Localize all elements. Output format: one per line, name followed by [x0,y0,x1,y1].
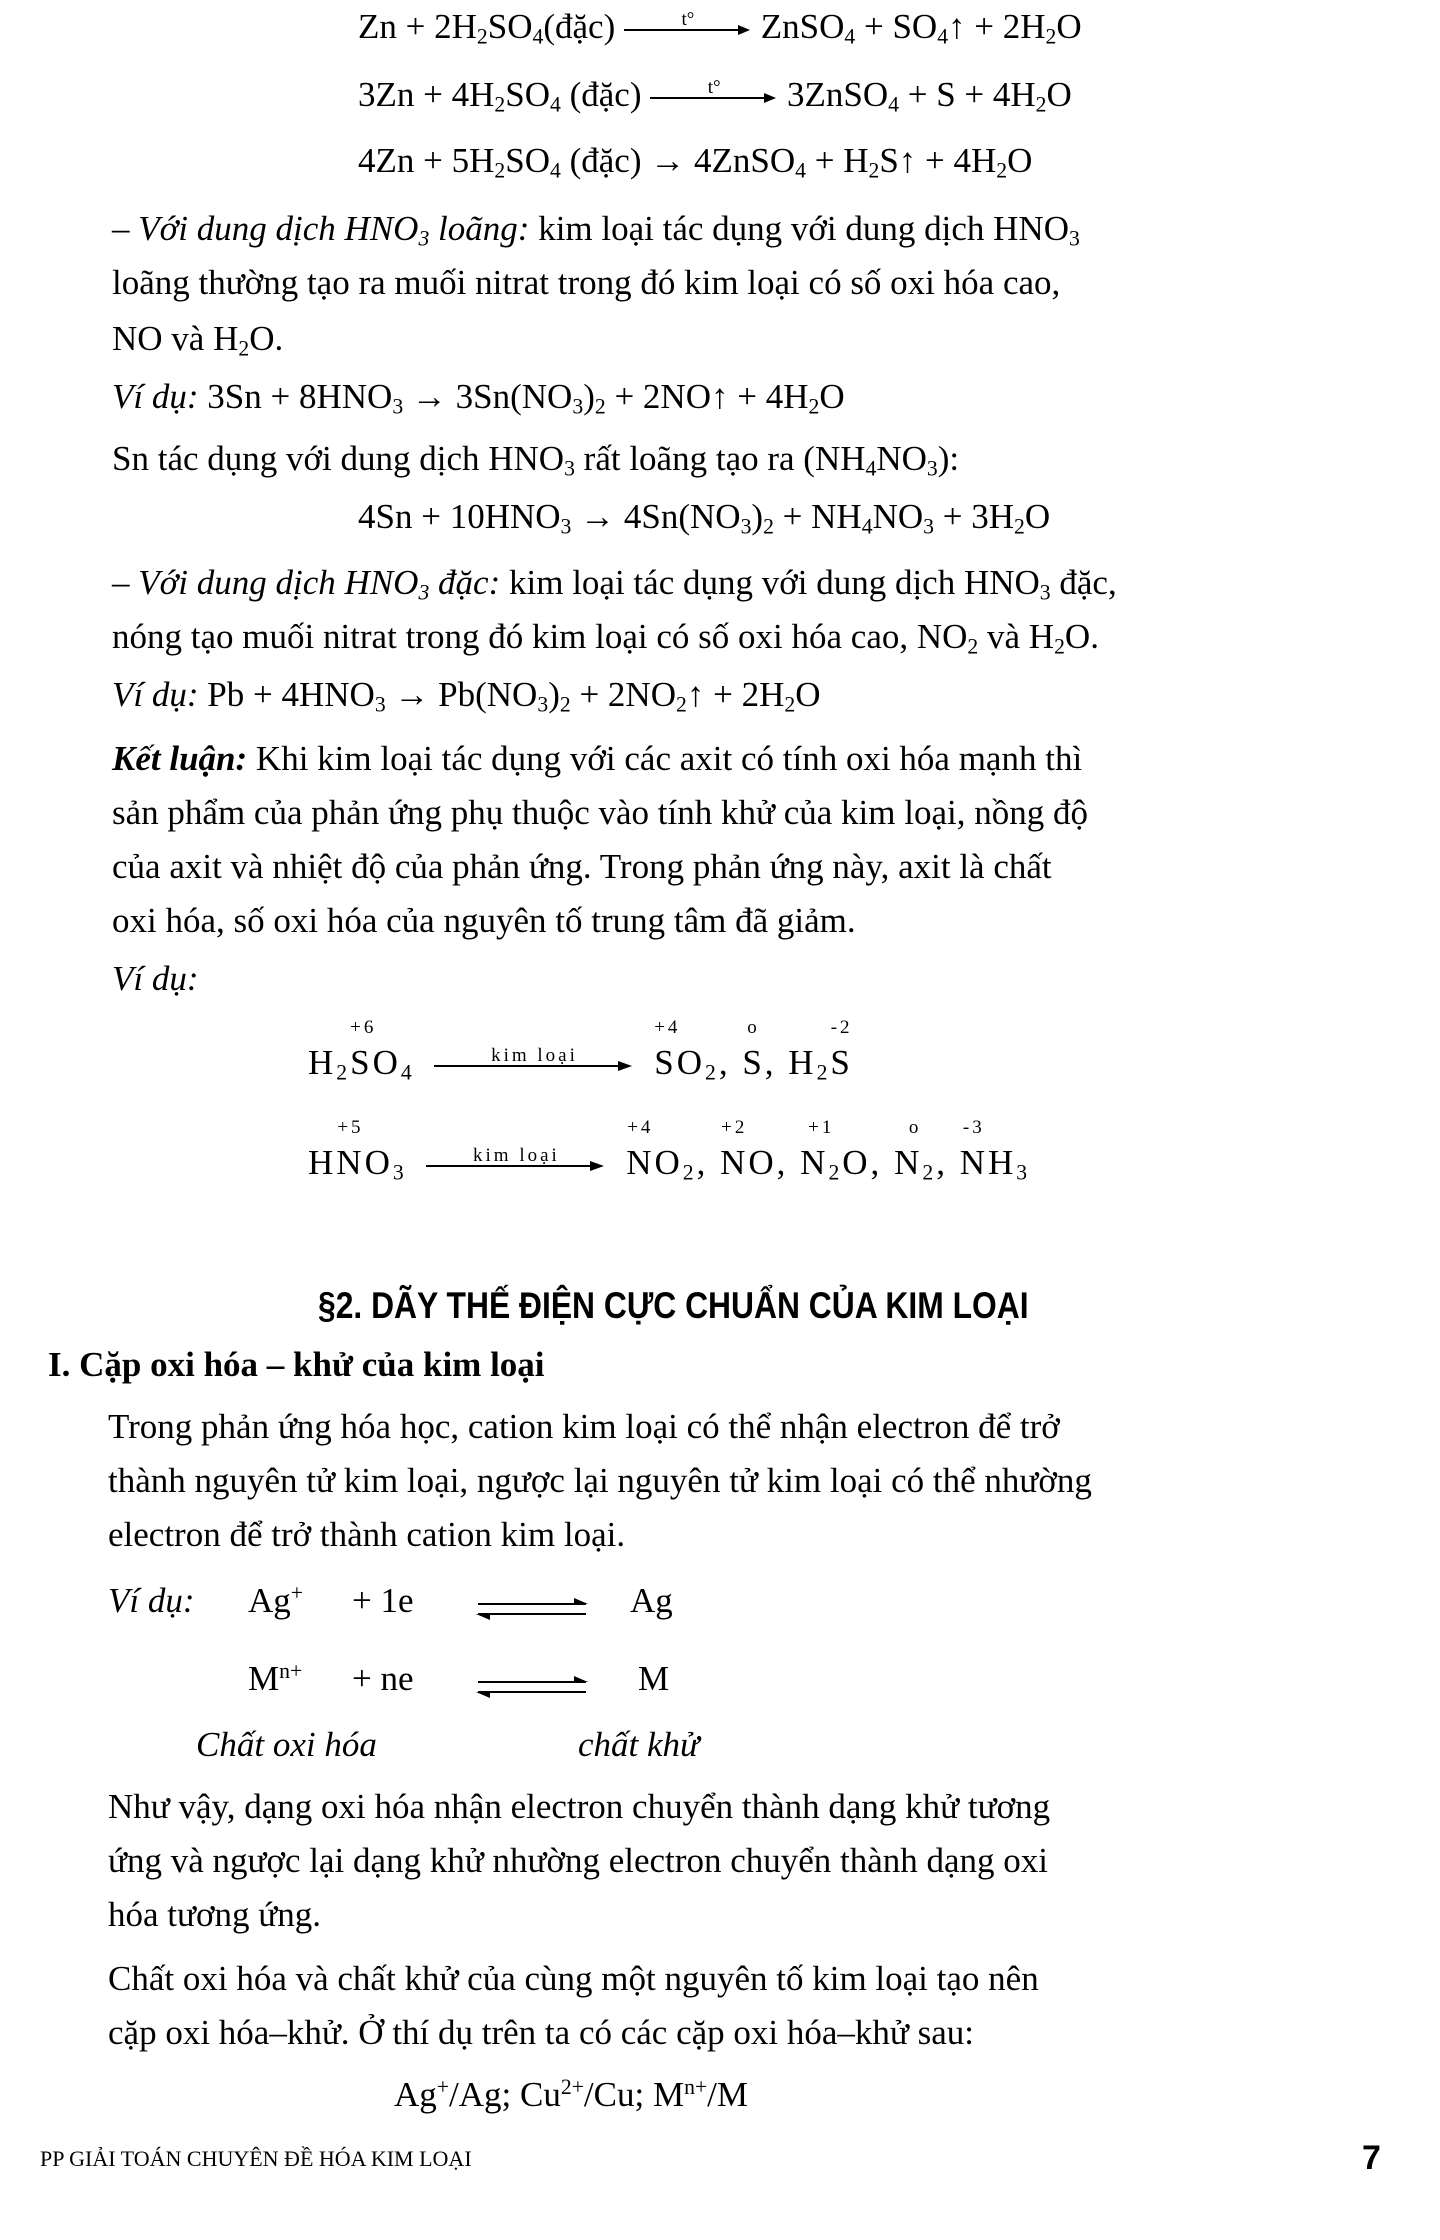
metal-arrow-label: kim loại [491,1044,578,1066]
ox-so2-s: S +4 [654,1017,681,1082]
example-pb: Ví dụ: $Pb + 4HNO_3 \to Pb(NO_3)_2$ + $2NO_2↑ + 2H_2O$ [112,675,821,717]
sn-note: Sn tác dụng với dung dịch $HNO_3$ rất loãng tạo ra $(NH_4NO_3)$: [112,439,960,481]
footer-title: PP GIẢI TOÁN CHUYÊN ĐỀ HÓA KIM LOẠI [40,2146,472,2171]
ox-number: o [747,1017,760,1038]
subsection-title: I. Cặp oxi hóa – khử của kim loại [48,1345,545,1384]
page-number: 7 [1362,2139,1381,2177]
redox-pairs: Ag+/Ag; $Cu^{2+}/Cu$; $M^{n+}/M$ [394,2075,749,2114]
conclusion-line-4: oxi hóa, số oxi hóa của nguyên tố trung tâm đã giảm. [112,901,856,940]
ag-right: Ag [630,1581,673,1620]
equilibrium-arrow [474,1668,590,1710]
ag-left: Ag+ [248,1581,304,1620]
ox-n2o-n: $N_2$ +1 [800,1117,843,1185]
para2-line-3: hóa tương ứng. [108,1895,321,1934]
pair-cu: /Ag; Cu [449,2075,561,2114]
ox-row-h2so4: $H_2S$ +6 $O_4$ kim loại S +4 $O_2$, S o , $H_2S$ -2 [308,1017,853,1085]
reaction-1-lhs: Zn + 2H [358,7,477,46]
reductant-label: chất khử [578,1725,700,1764]
ox-number: -3 [962,1117,985,1138]
hno3-dilute-lead-text: – Với dung dịch HNO [112,209,419,248]
metal-arrow-label: kim loại [473,1144,560,1166]
hno3-dilute-text-1: kim loại tác dụng với dung dịch HNO [529,209,1069,248]
ox-nh3-n: N -3 [959,1117,988,1182]
conclusion-label: Kết luận: [112,739,248,778]
conclusion-line-2: sản phẩm của phản ứng phụ thuộc vào tính khử của kim loại, nồng độ [112,793,1088,832]
ox-h2s-s: S -2 [830,1017,853,1082]
metal-arrow [434,1044,634,1073]
para2-line-2: ứng và ngược lại dạng khử nhường electron chuyển thành dạng oxi [108,1841,1049,1880]
ox-number: +4 [627,1117,654,1138]
ox-number: +2 [721,1117,748,1138]
reaction-1: $Zn + 2H_2SO_4(đặc)$ t° ZnSO$_4$ + $SO_4↑ + 2H_2O$ [358,7,1082,49]
hno3-conc-line-1: – Với dung dịch $HNO_3$ đặc: kim loại tác dụng với dung dịch $HNO_3$ đặc, [112,563,1117,605]
example-ox-label: Ví dụ: [112,959,199,998]
heat-condition: t° [681,8,695,30]
example-sn-eq: 3Sn + 8HNO [198,377,393,416]
ox-s-plus6: S +6 [350,1017,377,1082]
ox-s-zero: S o [742,1017,765,1082]
reaction-2-lhs: 3Zn + 4H [358,75,495,114]
reaction-3-lhs: 4Zn + 5H [358,141,495,180]
hno3-dilute-text-3-end: O. [249,319,284,358]
metal-arrow [426,1144,606,1173]
ox-n-plus5: N +5 [336,1117,365,1182]
reaction-3-dac: (đặc) [560,141,642,180]
hno3-conc-line-2: nóng tạo muối nitrat trong đó kim loại có số oxi hóa cao, $NO_2$ và $H_2O$. [112,617,1099,659]
conclusion-line-3: của axit và nhiệt độ của phản ứng. Trong phản ứng này, axit là chất [112,847,1052,886]
sn-equation-lhs: 4Sn + 10HNO [358,497,561,536]
hno3-conc-lead-suffix: đặc: [429,563,501,602]
hno3-conc-text-2: nóng tạo muối nitrat trong đó kim loại có số oxi hóa cao, NO [112,617,968,656]
hno3-conc-text-2-end: và H [978,617,1055,656]
ox-number: +4 [654,1017,681,1038]
example-label: Ví dụ: [112,377,199,416]
ox-no-n: N +2 [720,1117,749,1182]
hno3-conc-lead-text: – Với dung dịch HNO [112,563,419,602]
ag-left-text: Ag [248,1581,291,1620]
para1-line-1: Trong phản ứng hóa học, cation kim loại có thể nhận electron để trở [108,1407,1060,1446]
pair-end: /M [707,2075,749,2114]
m-right: M [638,1659,670,1698]
para3-line-2: cặp oxi hóa–khử. Ở thí dụ trên ta có các cặp oxi hóa–khử sau: [108,2013,975,2052]
pair-ag: Ag [394,2075,437,2114]
conclusion-line-1 [112,738,1082,780]
sn-note-text: Sn tác dụng với dung dịch HNO [112,439,565,478]
reaction-1-rhs: ZnSO [760,7,845,46]
hno3-dilute-line-1: – Với dung dịch $HNO_3$ loãng: kim loại tác dụng với dung dịch $HNO_3$ [112,209,1080,251]
example-label: Ví dụ: [112,675,199,714]
sn-note-text-end: rất loãng tạo ra (NH [574,439,866,478]
hno3-dilute-text-3: NO và H [112,319,239,358]
para1-line-3: electron để trở thành cation kim loại. [108,1515,626,1554]
reaction-2-rhs: 3ZnSO [786,75,889,114]
m-plus-ne: + ne [352,1659,414,1698]
reaction-3: $4Zn + 5H_2SO_4$ (đặc) → 4ZnSO$_4$ + $H_2S↑ + 4H_2O$ [358,141,1033,183]
example-sn: Ví dụ: $3Sn + 8HNO_3 \to 3Sn(NO_3)_2$ + 2NO↑ + $4H_2O$ [112,377,845,419]
conclusion-text-1: Khi kim loại tác dụng với các axit có tính oxi hóa mạnh thì [247,739,1083,778]
hno3-conc-text-1: kim loại tác dụng với dung dịch HNO [500,563,1040,602]
reaction-2-dac: (đặc) [560,75,642,114]
ox-number: +1 [808,1117,835,1138]
ox-no2-n: N +4 [626,1117,655,1182]
reaction-2: $3Zn + 4H_2SO_4$ (đặc) t° 3ZnSO$_4$ + $S + 4H_2O$ [358,75,1072,117]
pair-m: /Cu; M [583,2075,685,2114]
sn-equation: $4Sn + 10HNO_3 \to 4Sn(NO_3)_2 + NH_4NO_3 + 3H_2O$ [358,497,1051,539]
ox-number: -2 [830,1017,853,1038]
hno3-conc-lead: – Với dung dịch $HNO_3$ đặc: [112,563,501,605]
m-left-text: M [248,1659,280,1698]
hno3-dilute-lead-suffix: loãng: [429,209,530,248]
hno3-dilute-line-2: loãng thường tạo ra muối nitrat trong đó kim loại có số oxi hóa cao, [112,263,1061,302]
ag-plus-e: + 1e [352,1581,414,1620]
section-title: §2. DÃY THẾ ĐIỆN CỰC CHUẨN CỦA KIM LOẠI [318,1285,1029,1326]
heat-arrow [624,8,752,37]
example-pb-eq: Pb + 4HNO [198,675,375,714]
ox-number: +5 [337,1117,364,1138]
equilibrium-arrow [474,1590,590,1632]
ox-n2-n: $N_2$ o [894,1117,937,1185]
hno3-dilute-line-3: NO và $H_2O$. [112,319,284,361]
example-ag-row [108,1580,195,1622]
heat-condition: t° [707,76,721,98]
ox-row-hno3: HN +5 $O_3$ kim loại N +4 $O_2$, N +2 O, $N_2$ +1 O, $N_2$ o , N -3 $H_3$ [308,1117,1031,1185]
reaction-1-dac: (đặc) [543,7,616,46]
para3-line-1: Chất oxi hóa và chất khử của cùng một nguyên tố kim loại tạo nên [108,1959,1039,1998]
para2-line-1: Như vậy, dạng oxi hóa nhận electron chuyển thành dạng khử tương [108,1787,1051,1826]
oxidant-label: Chất oxi hóa [196,1725,377,1764]
example-label: Ví dụ: [108,1581,195,1620]
para1-line-2: thành nguyên tử kim loại, ngược lại nguyên tử kim loại có thể nhường [108,1461,1092,1500]
m-left: $M^{n+}$ [248,1659,303,1698]
hno3-dilute-lead: – Với dung dịch $HNO_3$ loãng: [112,209,530,251]
ox-number: +6 [350,1017,377,1038]
ox-number: o [908,1117,922,1138]
reaction-3-rhs: 4ZnSO [693,141,796,180]
hno3-conc-text-1-end: đặc, [1050,563,1117,602]
heat-arrow [650,76,778,105]
